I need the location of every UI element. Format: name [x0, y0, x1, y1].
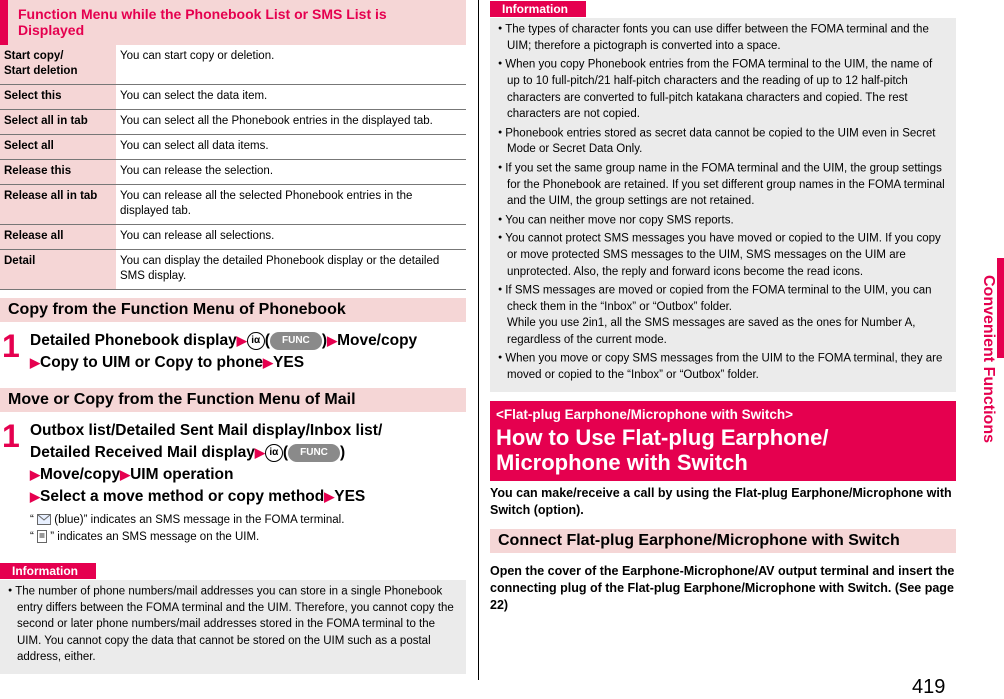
arrow-icon: ▶ — [236, 333, 247, 348]
step-text: Detailed Phonebook display — [30, 332, 237, 349]
menu-item-name: Release all — [0, 225, 116, 250]
menu-item-description: You can release all the selected Phonebook entries in the displayed tab. — [116, 185, 466, 225]
table-row — [0, 85, 466, 110]
table-row — [0, 185, 466, 225]
step-text: YES — [334, 488, 366, 505]
info-item: ● When you move or copy SMS messages from the UIM to the FOMA terminal, they are moved or copied to the “Inbox” or “Outbox” folder. — [498, 350, 948, 383]
menu-item-name: Select all in tab — [0, 110, 116, 135]
info-box — [490, 18, 956, 392]
sms-envelope-icon — [37, 514, 51, 525]
table-row — [0, 135, 466, 160]
info-item: ● When you copy Phonebook entries from the FOMA terminal to the UIM, the name of up to 10 full-pitch/21 half-pitch characters and the reading of up to 12 half-pitch characters are converted to full-pitch katakana characters and copied. The rest characters are not copied. — [498, 56, 948, 122]
step-text: Outbox list/Detailed Sent Mail display/Inbox list/ — [30, 422, 383, 439]
menu-item-description: You can display the detailed Phonebook display or the detailed SMS display. — [116, 250, 466, 290]
page-number: 419 — [912, 676, 946, 698]
note-text: (blue)” indicates an SMS message in the FOMA terminal. — [54, 514, 345, 526]
table-row — [0, 225, 466, 250]
menu-item-description: You can select all the Phonebook entries in the displayed tab. — [116, 110, 466, 135]
step-number: 1 — [2, 328, 20, 364]
left-column — [0, 0, 466, 674]
info-item: ● If you set the same group name in the FOMA terminal and the UIM, the group settings for the Phonebook are retained. If you set different group names in the FOMA terminal and the UIM, the group settings are not retained. — [498, 160, 948, 210]
func-key-icon: FUNC — [288, 444, 340, 462]
table-row — [0, 250, 466, 290]
chapter-marker — [997, 258, 1004, 358]
menu-item-description: You can release all selections. — [116, 225, 466, 250]
menu-item-description: You can start copy or deletion. — [116, 45, 466, 85]
arrow-icon: ▶ — [327, 333, 338, 348]
table-row — [0, 160, 466, 185]
step-number: 1 — [2, 418, 20, 454]
step-text: YES — [273, 354, 305, 371]
note-uim-sms: “ ” indicates an SMS message on the UIM. — [30, 531, 260, 543]
plug-title: How to Use Flat-plug Earphone/ Microphone with Switch — [496, 424, 829, 475]
arrow-icon: ▶ — [263, 355, 274, 370]
connect-heading: Connect Flat-plug Earphone/Microphone with Switch — [490, 529, 956, 553]
menu-item-description: You can select the data item. — [116, 85, 466, 110]
connect-body: Open the cover of the Earphone-Microphone/AV output terminal and insert the connecting plug of the Flat-plug Earphone/Microphone with Switch. (See page 22) — [490, 563, 955, 612]
info-item: ● The types of character fonts you can use differ between the FOMA terminal and the UIM; therefore a pictograph is converted into a space. — [498, 21, 948, 54]
note-text: ” indicates an SMS message on the UIM. — [50, 531, 260, 543]
menu-item-name: Select this — [0, 85, 116, 110]
i-mode-key-icon: iα — [247, 332, 265, 350]
menu-item-name: Start copy/ Start deletion — [0, 45, 116, 85]
menu-item-name: Release all in tab — [0, 185, 116, 225]
step-text: UIM operation — [130, 466, 234, 483]
uim-sms-icon — [37, 530, 47, 543]
move-mail-heading: Move or Copy from the Function Menu of Mail — [0, 388, 466, 412]
step-text: Move/copy — [337, 332, 418, 349]
func-key-icon: FUNC — [270, 332, 322, 350]
function-menu-table — [0, 45, 466, 290]
table-row — [0, 45, 466, 85]
menu-item-name: Select all — [0, 135, 116, 160]
right-column — [490, 0, 956, 618]
arrow-icon: ▶ — [254, 445, 265, 460]
arrow-icon: ▶ — [120, 467, 131, 482]
arrow-icon: ▶ — [30, 467, 40, 482]
arrow-icon: ▶ — [324, 489, 335, 504]
arrow-icon: ▶ — [30, 355, 40, 370]
info-item: ● Phonebook entries stored as secret data cannot be copied to the UIM even in Secret Mode or Secret Data Only. — [498, 125, 948, 158]
step-text: Select a move method or copy method — [40, 488, 325, 505]
function-menu-title: Function Menu while the Phonebook List or SMS List is Displayed — [0, 0, 466, 45]
step-text: Detailed Received Mail display — [30, 444, 255, 461]
info-item: ● If SMS messages are moved or copied from the FOMA terminal to the UIM, you can check them in the “Inbox” or “Outbox” folder. While you use 2in1, all the SMS messages are saved as the ones for Number A, regardless of the current mode. — [498, 282, 948, 348]
menu-item-description: You can select all data items. — [116, 135, 466, 160]
plug-section-heading — [490, 401, 956, 481]
step-text: Copy to UIM or Copy to phone — [40, 354, 264, 371]
chapter-title: Convenient Functions — [980, 275, 997, 443]
table-row — [0, 110, 466, 135]
info-tab: Information — [0, 563, 96, 579]
info-block-left — [0, 562, 466, 674]
plug-intro: You can make/receive a call by using the Flat-plug Earphone/Microphone with Switch (option). — [490, 485, 952, 517]
info-item: ● You can neither move nor copy SMS reports. — [498, 212, 948, 229]
note-blue-sms: “ (blue)” indicates an SMS message in the FOMA terminal. — [30, 514, 345, 526]
column-divider — [478, 0, 479, 680]
menu-item-name: Detail — [0, 250, 116, 290]
menu-item-name: Release this — [0, 160, 116, 185]
info-tab: Information — [490, 1, 586, 17]
step-text: Move/copy — [40, 466, 121, 483]
move-mail-step: 1 Outbox list/Detailed Sent Mail display/Inbox list/ Detailed Received Mail display▶ iα ( FUNC ) ▶Move/copy▶UIM operation ▶Select a move method or copy method▶YES — [2, 418, 383, 505]
plug-subtitle: <Flat-plug Earphone/Microphone with Switch> — [496, 406, 794, 422]
chapter-side-tab — [963, 0, 1004, 697]
arrow-icon: ▶ — [30, 489, 40, 504]
i-mode-key-icon: iα — [265, 444, 283, 462]
info-item: ● You cannot protect SMS messages you have moved or copied to the UIM. If you copy or move protected SMS messages to the UIM, SMS messages on the UIM are unprotected. Also, the reply and forward icons become the read icons. — [498, 230, 948, 280]
info-item: ● The number of phone numbers/mail addresses you can store in a single Phonebook entry differs between the FOMA terminal and the UIM. Therefore, you cannot copy the second or later phone numbers/mail addresses stored in the FOMA terminal to the UIM. You cannot copy the data that cannot be stored on the UIM such as a postal address, either. — [8, 583, 458, 666]
copy-phonebook-heading: Copy from the Function Menu of Phonebook — [0, 298, 466, 322]
copy-phonebook-step: 1 Detailed Phonebook display▶ iα ( FUNC )▶Move/copy ▶Copy to UIM or Copy to phone▶YES — [2, 328, 418, 371]
info-box — [0, 580, 466, 674]
menu-item-description: You can release the selection. — [116, 160, 466, 185]
